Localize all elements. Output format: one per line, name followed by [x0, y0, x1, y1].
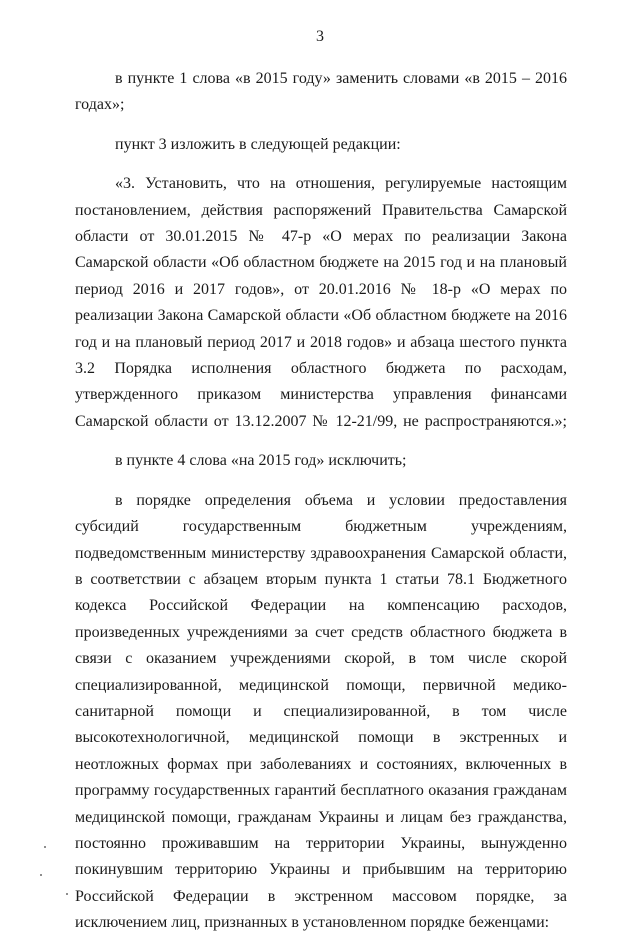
page-number: 3	[316, 28, 324, 45]
scan-speck	[66, 893, 68, 895]
paragraph-point-4: в пункте 4 слова «на 2015 год» исключить;	[115, 452, 407, 470]
paragraph-point-3-text: «3. Установить, что на отношения, регулируемые настоящим постановлением, действия распоряжений Правительства Самарской области от 30.01.2015 № 47-р «О мерах по реализации Закона Самарской области «Об областном бюджете на 2015 год и на плановый период 2016 и 2017 годов», от 20.01.2016 № 18-р «О мерах по реализации Закона Самарской области «Об областном бюджете на 2016 год и на плановый период 2017 и 2018 годов» и абзаца шестого пункта 3.2 Порядка исполнения областного бюджета по расходам, утвержденного приказом министерства управления финансами Самарской области от 13.12.2007 № 12-21/99, не распространяются.»;	[75, 175, 567, 430]
scan-speck	[40, 874, 42, 876]
paragraph-year-replacement: в пункте 1 слова «в 2015 году» заменить словами «в 2015 – 2016 годах»;	[75, 70, 567, 114]
scan-speck	[44, 846, 46, 848]
document-body	[75, 66, 567, 937]
paragraph-point-3-intro: пункт 3 изложить в следующей редакции:	[115, 135, 401, 153]
paragraph-subsidy-procedure: в порядке определения объема и условии предоставления субсидий государственным бюджетным учреждениям, подведомственным министерству здравоохранения Самарской области, в соответствии с абзацем вторым пункта 1 статьи 78.1 Бюджетного кодекса Российской Федерации на компенсацию расходов, произведенных учреждениями за счет средств областного бюджета в связи с оказанием учреждениями скорой, в том числе скорой специализированной, медицинской помощи, первичной медико-санитарной помощи и специализированной, в том числе высокотехнологичной, медицинской помощи в экстренных и неотложных формах при заболеваниях и состояниях, включенных в программу государственных гарантий бесплатного оказания гражданам медицинской помощи, гражданам Украины и лицам без гражданства, постоянно проживавшим на территории Украины, вынужденно покинувшим территорию Украины и прибывшим на территорию Российской Федерации в экстренном массовом порядке, за исключением лиц, признанных в установленном порядке беженцами:	[75, 491, 567, 932]
